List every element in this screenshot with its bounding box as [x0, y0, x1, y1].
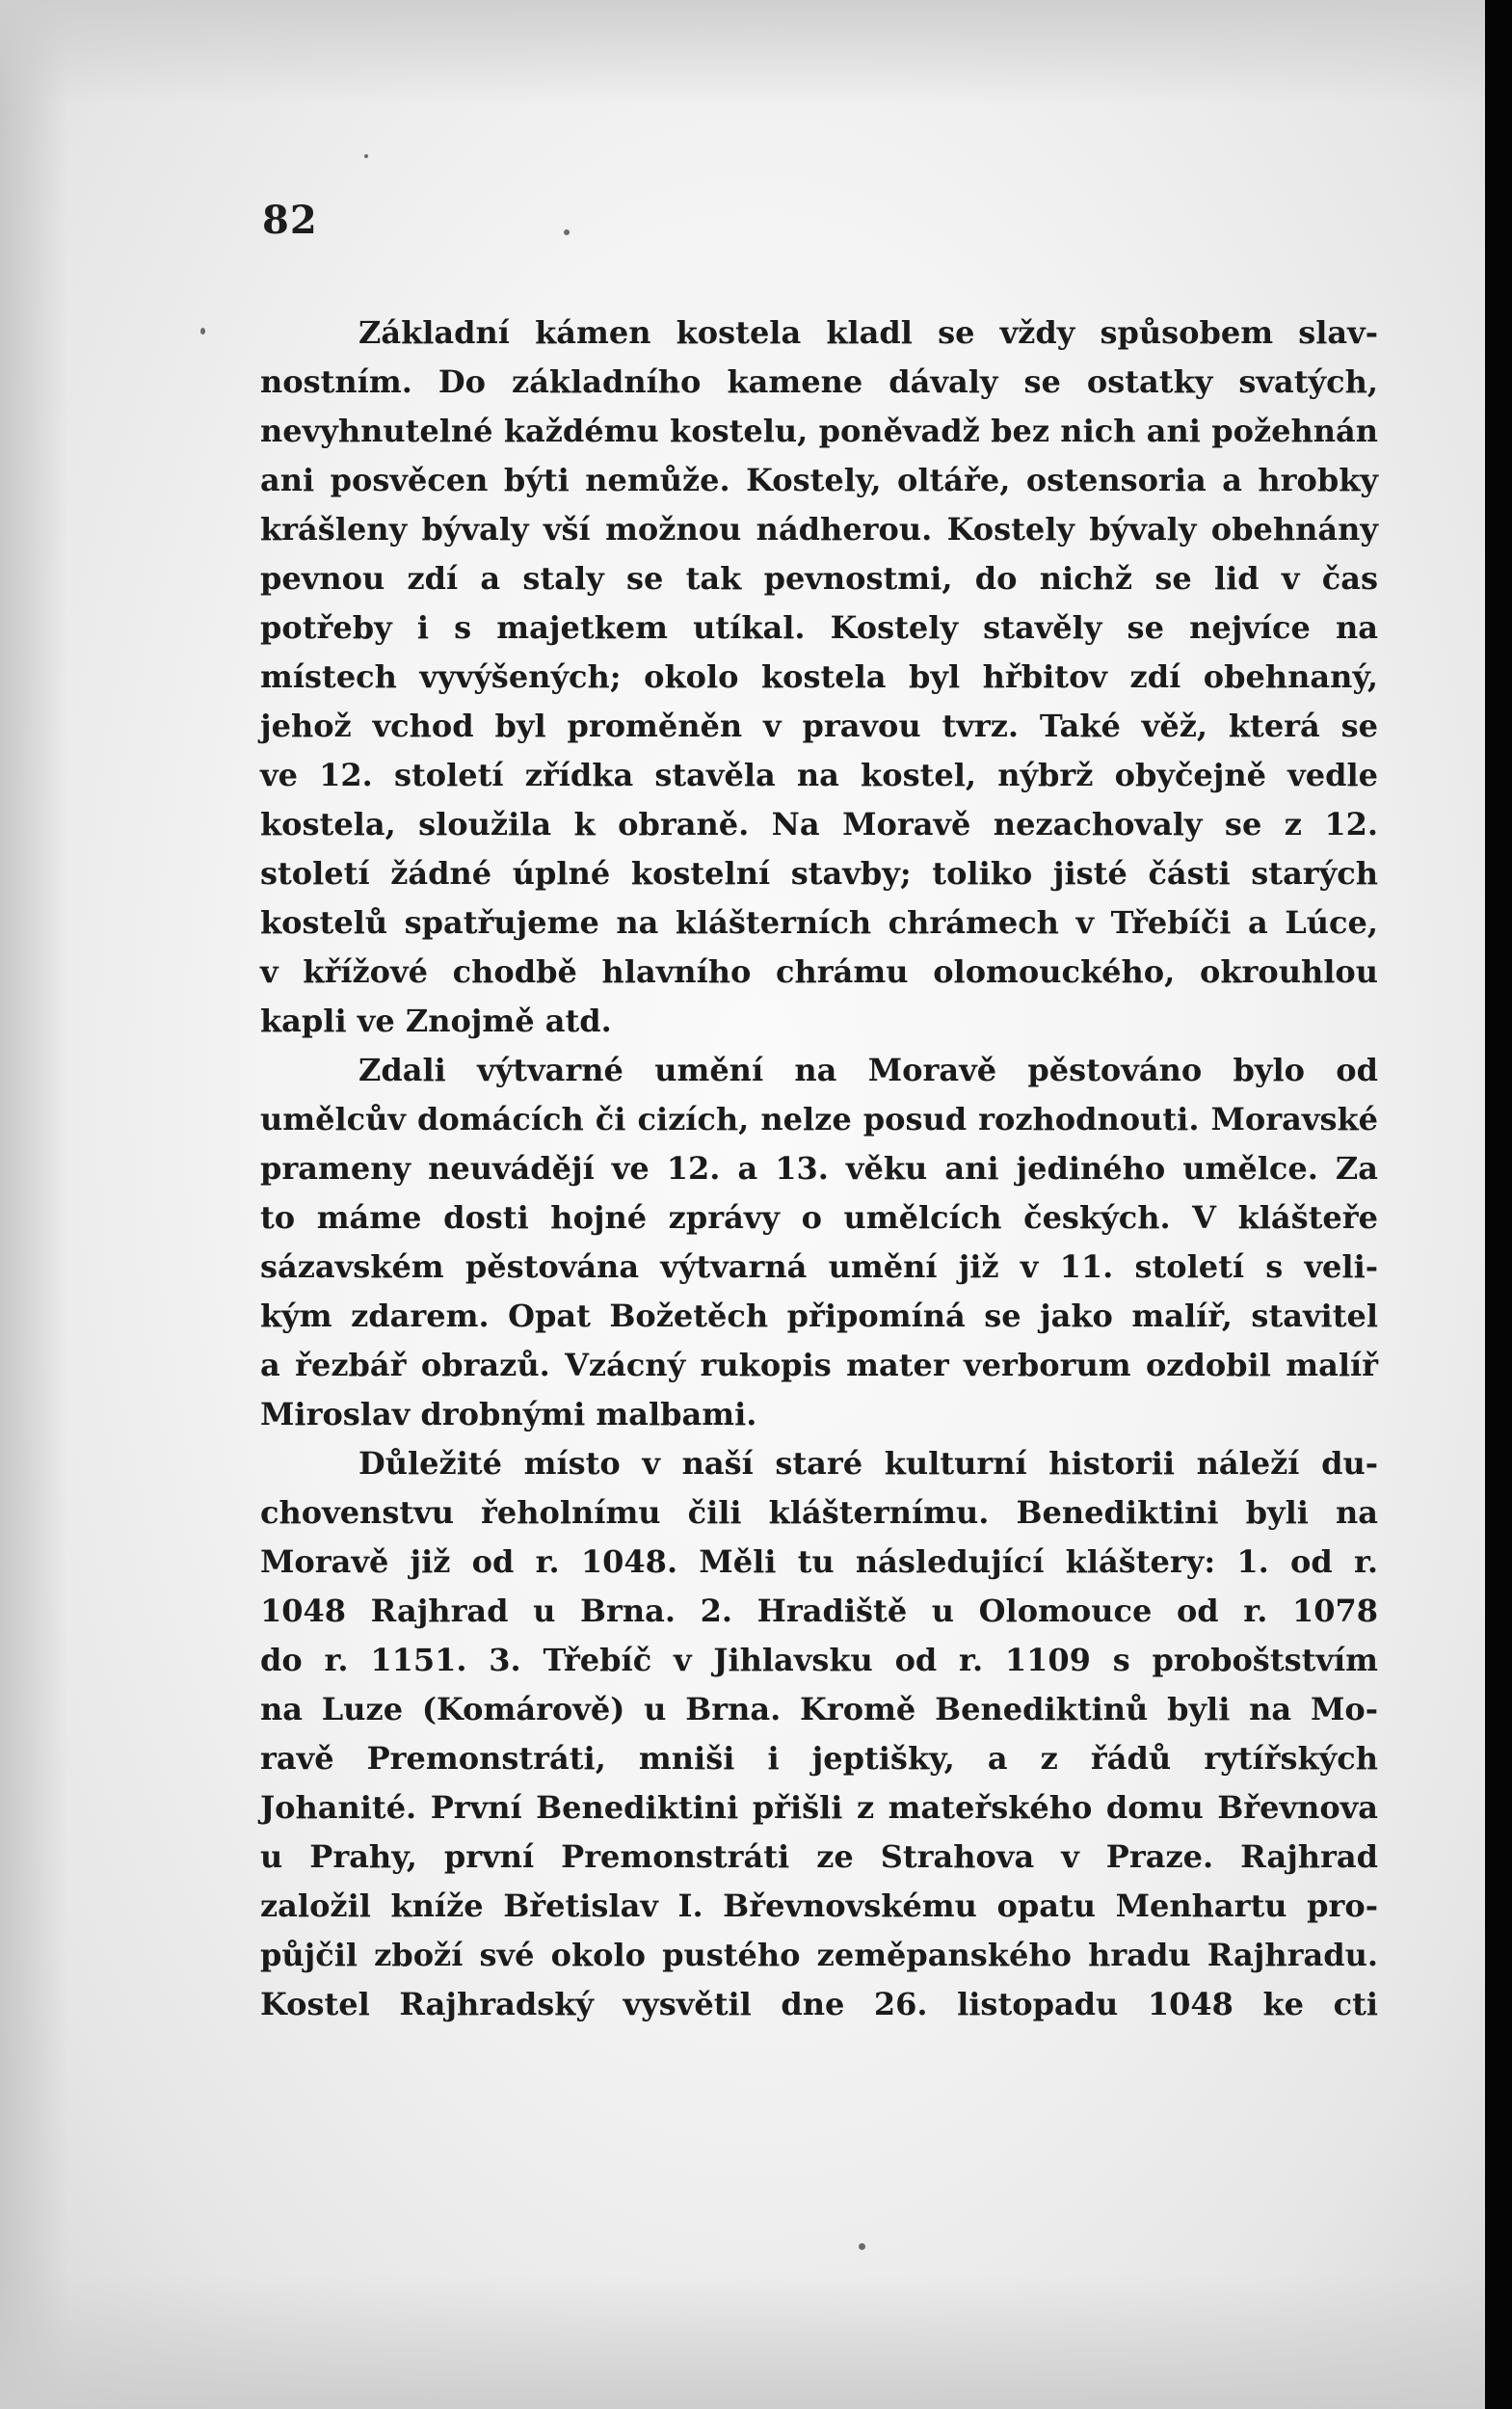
scan-border-black: [1485, 0, 1512, 2409]
text-line: ani posvěcen býti nemůže. Kostely, oltáře, ostensoria a hrobky: [260, 462, 1378, 498]
text-line: Základní kámen kostela kladl se vždy spůsobem slav-: [358, 314, 1378, 351]
text-line: do r. 1151. 3. Třebíč v Jihlavsku od r. 1109 s proboštstvím: [260, 1642, 1378, 1678]
paragraph-3: [260, 1439, 1378, 2029]
left-edge-shadow: [0, 0, 67, 2409]
bottom-edge-shadow: [0, 2274, 1512, 2409]
text-line: 1048 Rajhrad u Brna. 2. Hradiště u Olomouce od r. 1078: [260, 1593, 1378, 1629]
dust-speck: [364, 154, 368, 158]
text-line: prameny neuvádějí ve 12. a 13. věku ani jediného umělce. Za: [260, 1150, 1378, 1187]
text-line: sázavském pěstována výtvarná umění již v 11. století s veli-: [260, 1248, 1378, 1285]
text-line: pevnou zdí a staly se tak pevnostmi, do nichž se lid v čas: [260, 560, 1378, 597]
text-line: u Prahy, první Premonstráti ze Strahova v Praze. Rajhrad: [260, 1838, 1378, 1875]
page-number: 82: [262, 198, 318, 243]
text-line: krášleny bývaly vší možnou nádherou. Kostely bývaly obehnány: [260, 511, 1378, 548]
text-line: a řezbář obrazů. Vzácný rukopis mater verborum ozdobil malíř: [260, 1347, 1378, 1383]
text-line: kapli ve Znojmě atd.: [260, 1003, 612, 1039]
paragraph-2: [260, 1046, 1378, 1439]
text-line: ravě Premonstráti, mniši i jeptišky, a z řádů rytířských: [260, 1740, 1378, 1777]
text-line: ve 12. století zřídka stavěla na kostel, nýbrž obyčejně vedle: [260, 757, 1378, 793]
text-line: kým zdarem. Opat Božetěch připomíná se jako malíř, stavitel: [260, 1298, 1378, 1334]
text-line: na Luze (Komárově) u Brna. Kromě Benediktinů byli na Mo-: [260, 1691, 1378, 1727]
text-line: kostelů spatřujeme na klášterních chrámech v Třebíči a Lúce,: [260, 904, 1378, 941]
text-line: to máme dosti hojné zprávy o umělcích českých. V klášteře: [260, 1199, 1378, 1236]
text-line: nostním. Do základního kamene dávaly se ostatky svatých,: [260, 363, 1378, 400]
dust-speck: [200, 328, 205, 335]
text-line: v křížové chodbě hlavního chrámu olomouckého, okrouhlou: [260, 953, 1378, 990]
text-line: založil kníže Břetislav I. Břevnovskému opatu Menhartu pro-: [260, 1887, 1378, 1924]
text-line: Moravě již od r. 1048. Měli tu následující kláštery: 1. od r.: [260, 1543, 1378, 1580]
text-line: místech vyvýšených; okolo kostela byl hřbitov zdí obehnaný,: [260, 658, 1378, 695]
dust-speck: [859, 2243, 865, 2250]
top-edge-shadow: [0, 0, 1512, 106]
text-line: Důležité místo v naší staré kulturní historii náleží du-: [358, 1445, 1378, 1482]
body-text: [260, 308, 1378, 2029]
text-line: chovenstvu řeholnímu čili klášternímu. Benediktini byli na: [260, 1494, 1378, 1531]
text-line: umělcův domácích či cizích, nelze posud rozhodnouti. Moravské: [260, 1101, 1378, 1138]
text-line: Johanité. První Benediktini přišli z mateřského domu Břevnova: [260, 1789, 1378, 1826]
text-line: Zdali výtvarné umění na Moravě pěstováno bylo od: [358, 1052, 1378, 1088]
text-line: století žádné úplné kostelní stavby; toliko jisté části starých: [260, 855, 1378, 892]
text-line: Miroslav drobnými malbami.: [260, 1396, 757, 1432]
dust-speck: [564, 229, 570, 235]
text-line: Kostel Rajhradský vysvětil dne 26. listopadu 1048 ke cti: [260, 1986, 1378, 2022]
paragraph-1: [260, 308, 1378, 1046]
text-line: kostela, sloužila k obraně. Na Moravě nezachovaly se z 12.: [260, 806, 1378, 843]
text-line: jehož vchod byl proměněn v pravou tvrz. Také věž, která se: [260, 708, 1378, 744]
text-line: potřeby i s majetkem utíkal. Kostely stavěly se nejvíce na: [260, 609, 1378, 646]
text-line: půjčil zboží své okolo pustého zeměpanského hradu Rajhradu.: [260, 1937, 1378, 1973]
text-line: nevyhnutelné každému kostelu, poněvadž bez nich ani požehnán: [260, 413, 1378, 449]
